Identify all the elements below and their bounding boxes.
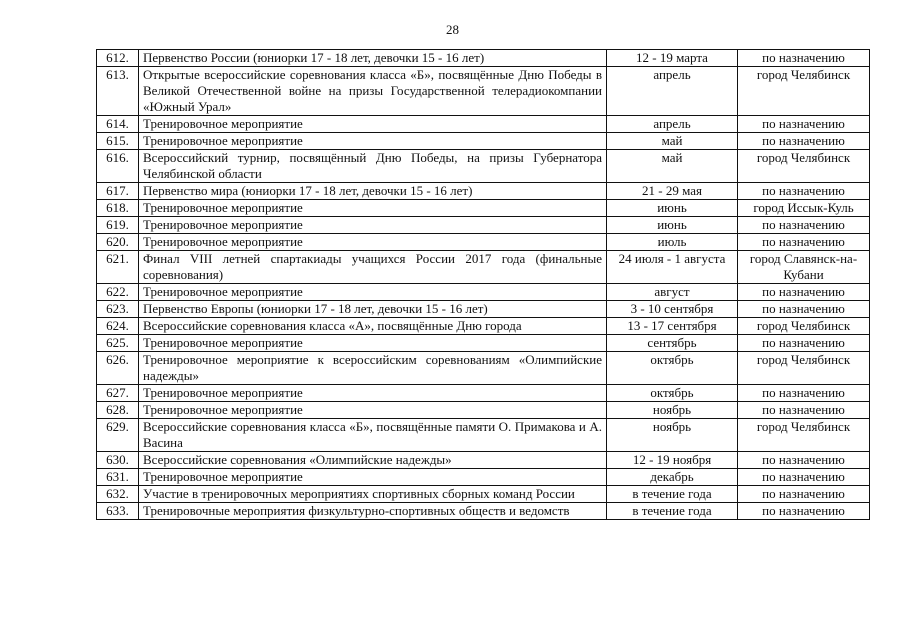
table-row [97, 133, 870, 150]
table-row [97, 385, 870, 402]
event-date-cell: 3 - 10 сентября [607, 301, 738, 318]
event-place-cell: по назначению [738, 452, 870, 469]
event-place-cell: по назначению [738, 335, 870, 352]
event-title-cell: Всероссийские соревнования «Олимпийские надежды» [139, 452, 607, 469]
event-date-cell: октябрь [607, 352, 738, 385]
event-place-cell: город Славянск-на-Кубани [738, 251, 870, 284]
row-number-cell: 619. [97, 217, 139, 234]
event-place-cell: по назначению [738, 385, 870, 402]
event-title-cell: Всероссийские соревнования класса «Б», посвящённые памяти О. Примакова и А. Васина [139, 419, 607, 452]
table-row [97, 486, 870, 503]
row-number-cell: 631. [97, 469, 139, 486]
table-row [97, 217, 870, 234]
event-place-cell: по назначению [738, 116, 870, 133]
row-number-cell: 632. [97, 486, 139, 503]
event-date-cell: апрель [607, 67, 738, 116]
event-date-cell: 24 июля - 1 августа [607, 251, 738, 284]
events-table-body [97, 50, 870, 520]
event-title-cell: Тренировочное мероприятие [139, 284, 607, 301]
event-date-cell: сентябрь [607, 335, 738, 352]
table-row [97, 251, 870, 284]
table-row [97, 116, 870, 133]
row-number-cell: 612. [97, 50, 139, 67]
event-date-cell: июль [607, 234, 738, 251]
row-number-cell: 615. [97, 133, 139, 150]
event-date-cell: 21 - 29 мая [607, 183, 738, 200]
event-date-cell: май [607, 150, 738, 183]
events-table-container [96, 49, 869, 520]
event-place-cell: город Иссык-Куль [738, 200, 870, 217]
row-number-cell: 620. [97, 234, 139, 251]
event-place-cell: по назначению [738, 50, 870, 67]
event-date-cell: в течение года [607, 503, 738, 520]
row-number-cell: 613. [97, 67, 139, 116]
table-row [97, 452, 870, 469]
row-number-cell: 621. [97, 251, 139, 284]
event-date-cell: октябрь [607, 385, 738, 402]
event-place-cell: по назначению [738, 133, 870, 150]
event-date-cell: 12 - 19 ноября [607, 452, 738, 469]
event-date-cell: декабрь [607, 469, 738, 486]
event-date-cell: 12 - 19 марта [607, 50, 738, 67]
event-date-cell: в течение года [607, 486, 738, 503]
event-place-cell: по назначению [738, 469, 870, 486]
event-date-cell: август [607, 284, 738, 301]
event-title-cell: Тренировочное мероприятие [139, 234, 607, 251]
table-row [97, 301, 870, 318]
event-date-cell: июнь [607, 217, 738, 234]
row-number-cell: 625. [97, 335, 139, 352]
events-table [96, 49, 870, 520]
row-number-cell: 616. [97, 150, 139, 183]
event-title-cell: Первенство Европы (юниорки 17 - 18 лет, девочки 15 - 16 лет) [139, 301, 607, 318]
event-title-cell: Тренировочное мероприятие [139, 385, 607, 402]
event-place-cell: по назначению [738, 402, 870, 419]
event-place-cell: по назначению [738, 284, 870, 301]
event-date-cell: ноябрь [607, 419, 738, 452]
event-title-cell: Тренировочное мероприятие [139, 402, 607, 419]
event-place-cell: по назначению [738, 217, 870, 234]
event-title-cell: Всероссийский турнир, посвящённый Дню Победы, на призы Губернатора Челябинской области [139, 150, 607, 183]
event-place-cell: по назначению [738, 486, 870, 503]
event-date-cell: май [607, 133, 738, 150]
row-number-cell: 628. [97, 402, 139, 419]
table-row [97, 503, 870, 520]
table-row [97, 183, 870, 200]
event-title-cell: Тренировочное мероприятие [139, 133, 607, 150]
event-title-cell: Финал VIII летней спартакиады учащихся России 2017 года (финальные соревнования) [139, 251, 607, 284]
row-number-cell: 633. [97, 503, 139, 520]
row-number-cell: 614. [97, 116, 139, 133]
table-row [97, 200, 870, 217]
event-title-cell: Тренировочное мероприятие к всероссийским соревнованиям «Олимпийские надежды» [139, 352, 607, 385]
event-place-cell: город Челябинск [738, 318, 870, 335]
event-title-cell: Тренировочное мероприятие [139, 335, 607, 352]
event-title-cell: Открытые всероссийские соревнования класса «Б», посвящённые Дню Победы в Великой Отечественной войне на призы Государственной телерадиокомпании «Южный Урал» [139, 67, 607, 116]
table-row [97, 419, 870, 452]
event-place-cell: по назначению [738, 503, 870, 520]
event-title-cell: Тренировочное мероприятие [139, 200, 607, 217]
row-number-cell: 630. [97, 452, 139, 469]
table-row [97, 402, 870, 419]
event-place-cell: по назначению [738, 183, 870, 200]
event-place-cell: город Челябинск [738, 352, 870, 385]
event-title-cell: Тренировочные мероприятия физкультурно-спортивных обществ и ведомств [139, 503, 607, 520]
table-row [97, 352, 870, 385]
event-title-cell: Первенство мира (юниорки 17 - 18 лет, девочки 15 - 16 лет) [139, 183, 607, 200]
table-row [97, 50, 870, 67]
event-place-cell: по назначению [738, 301, 870, 318]
event-title-cell: Первенство России (юниорки 17 - 18 лет, девочки 15 - 16 лет) [139, 50, 607, 67]
table-row [97, 318, 870, 335]
page-number: 28 [446, 22, 459, 37]
event-place-cell: город Челябинск [738, 67, 870, 116]
event-title-cell: Всероссийские соревнования класса «А», посвящённые Дню города [139, 318, 607, 335]
event-date-cell: июнь [607, 200, 738, 217]
event-place-cell: город Челябинск [738, 419, 870, 452]
table-row [97, 67, 870, 116]
table-row [97, 469, 870, 486]
event-title-cell: Тренировочное мероприятие [139, 217, 607, 234]
row-number-cell: 626. [97, 352, 139, 385]
event-title-cell: Тренировочное мероприятие [139, 116, 607, 133]
row-number-cell: 618. [97, 200, 139, 217]
event-date-cell: 13 - 17 сентября [607, 318, 738, 335]
event-date-cell: ноябрь [607, 402, 738, 419]
table-row [97, 284, 870, 301]
row-number-cell: 623. [97, 301, 139, 318]
row-number-cell: 627. [97, 385, 139, 402]
row-number-cell: 617. [97, 183, 139, 200]
table-row [97, 150, 870, 183]
row-number-cell: 622. [97, 284, 139, 301]
row-number-cell: 624. [97, 318, 139, 335]
row-number-cell: 629. [97, 419, 139, 452]
event-date-cell: апрель [607, 116, 738, 133]
event-title-cell: Участие в тренировочных мероприятиях спортивных сборных команд России [139, 486, 607, 503]
event-place-cell: город Челябинск [738, 150, 870, 183]
event-title-cell: Тренировочное мероприятие [139, 469, 607, 486]
event-place-cell: по назначению [738, 234, 870, 251]
table-row [97, 335, 870, 352]
table-row [97, 234, 870, 251]
